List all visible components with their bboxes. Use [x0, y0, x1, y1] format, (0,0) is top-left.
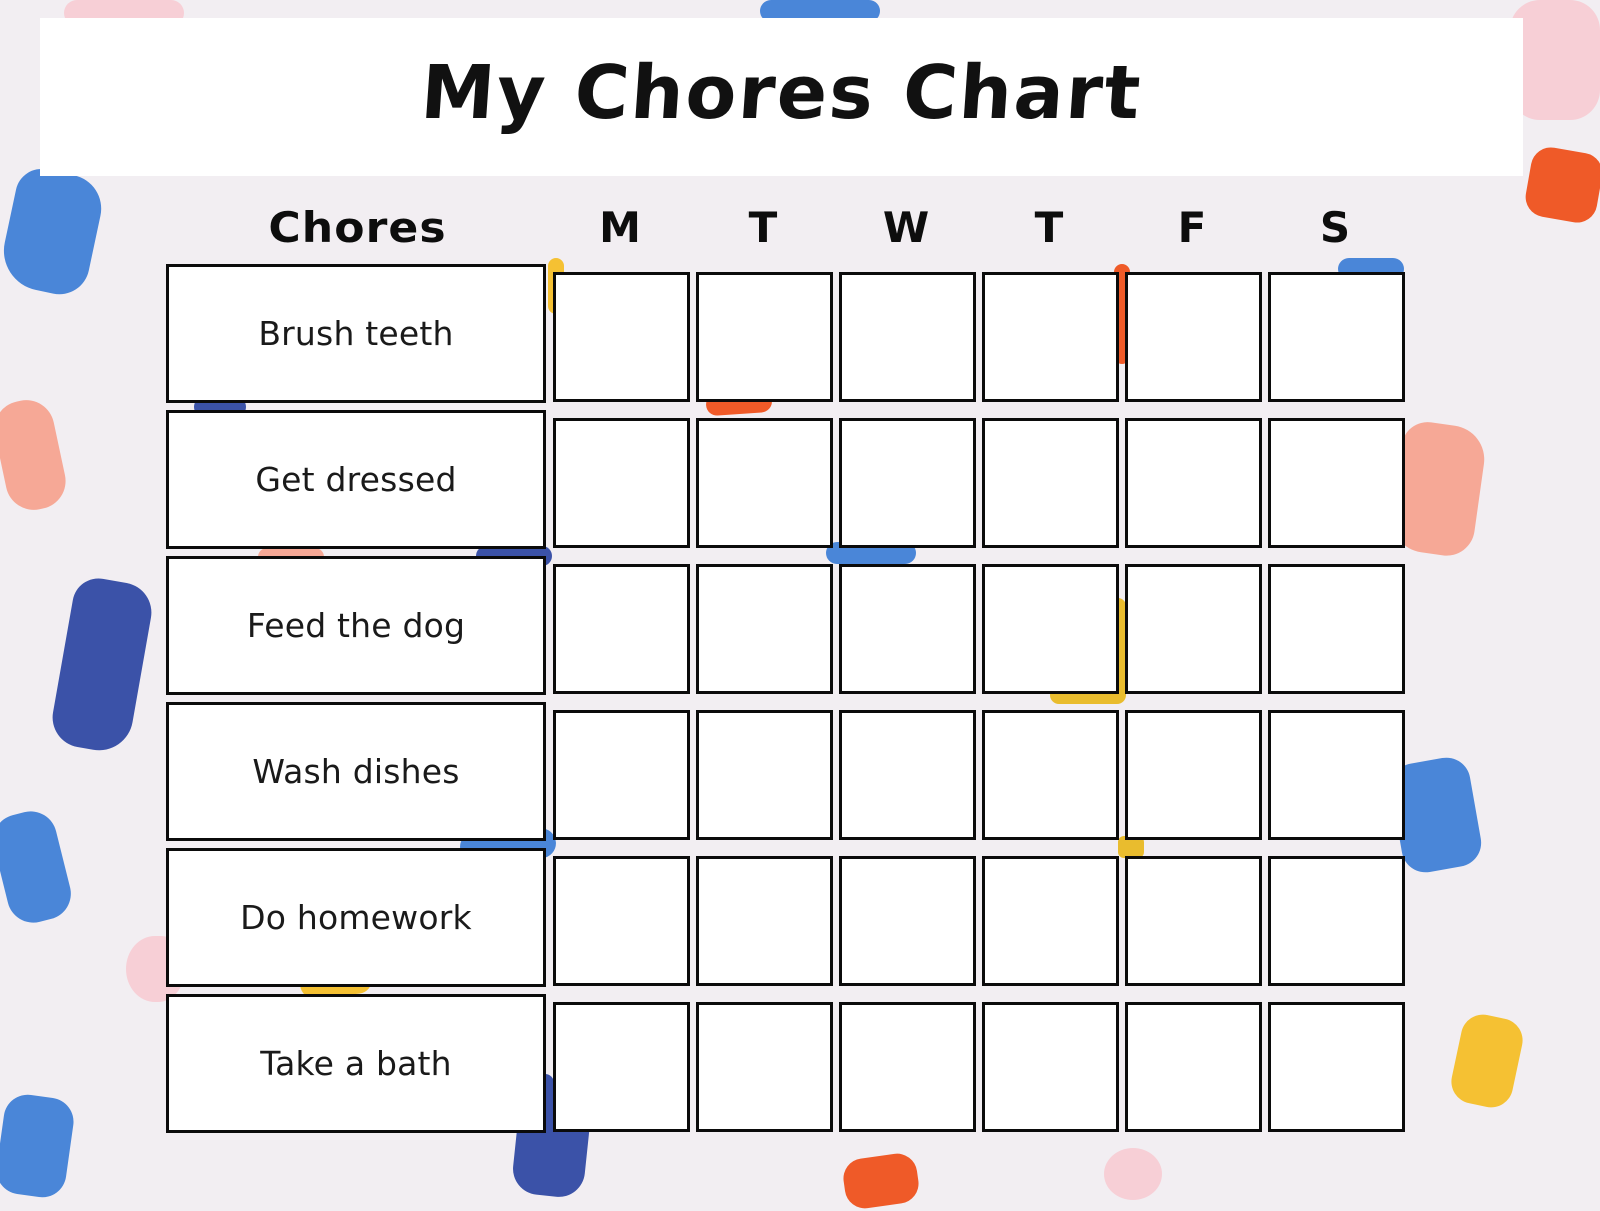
checkbox-cell[interactable]	[696, 564, 833, 694]
table-row	[166, 994, 1411, 1140]
checkbox-cell[interactable]	[696, 272, 833, 402]
checkbox-cell[interactable]	[982, 564, 1119, 694]
chore-name-cell	[166, 264, 546, 403]
checkbox-cell[interactable]	[553, 418, 690, 548]
checkbox-cell[interactable]	[553, 272, 690, 402]
confetti-shape-blue-3	[0, 1092, 77, 1201]
confetti-shape-pink-5	[1104, 1148, 1162, 1200]
checkbox-cell[interactable]	[1268, 272, 1405, 402]
checkbox-cell[interactable]	[1125, 418, 1262, 548]
column-header-day-3: W	[882, 203, 931, 252]
table-row	[166, 848, 1411, 994]
confetti-shape-navy-1	[48, 574, 156, 755]
table-row	[166, 556, 1411, 702]
column-header-day-2: T	[748, 203, 779, 252]
checkbox-cell[interactable]	[696, 856, 833, 986]
checkbox-cell[interactable]	[1125, 1002, 1262, 1132]
confetti-shape-yellow-6	[1447, 1011, 1526, 1112]
checkbox-cell[interactable]	[839, 710, 976, 840]
chore-label: Wash dishes	[252, 752, 460, 791]
checkbox-cell[interactable]	[696, 418, 833, 548]
checkbox-cell[interactable]	[1268, 564, 1405, 694]
checkbox-cell[interactable]	[553, 856, 690, 986]
table-row	[166, 264, 1411, 410]
checkbox-cell[interactable]	[1125, 564, 1262, 694]
table-row	[166, 410, 1411, 556]
checkbox-cell[interactable]	[982, 856, 1119, 986]
chore-label: Brush teeth	[258, 314, 454, 353]
checkbox-cell[interactable]	[982, 418, 1119, 548]
checkbox-cell[interactable]	[839, 418, 976, 548]
title-band	[40, 18, 1523, 176]
checkbox-cell[interactable]	[1268, 418, 1405, 548]
page-title: My Chores Chart	[418, 50, 1145, 136]
chore-name-cell	[166, 994, 546, 1133]
chore-label: Do homework	[240, 898, 472, 937]
checkbox-cell[interactable]	[1125, 856, 1262, 986]
confetti-shape-blue-2	[0, 806, 76, 928]
checkbox-cell[interactable]	[1268, 856, 1405, 986]
checkbox-cell[interactable]	[553, 1002, 690, 1132]
confetti-shape-orange-4	[1522, 144, 1600, 225]
checkbox-cell[interactable]	[553, 710, 690, 840]
table-header-row	[166, 190, 1411, 252]
checkbox-cell[interactable]	[839, 1002, 976, 1132]
column-header-chores: Chores	[268, 203, 447, 252]
chore-name-cell	[166, 410, 546, 549]
checkbox-cell[interactable]	[1268, 1002, 1405, 1132]
confetti-shape-pink-1	[0, 395, 71, 515]
checkbox-cell[interactable]	[982, 710, 1119, 840]
chore-name-cell	[166, 848, 546, 987]
chores-table	[166, 190, 1411, 1140]
confetti-shape-blue-1	[0, 164, 108, 300]
column-header-day-4: T	[1034, 203, 1065, 252]
checkbox-cell[interactable]	[839, 564, 976, 694]
checkbox-cell[interactable]	[982, 1002, 1119, 1132]
checkbox-cell[interactable]	[1125, 710, 1262, 840]
checkbox-cell[interactable]	[553, 564, 690, 694]
checkbox-cell[interactable]	[839, 856, 976, 986]
checkbox-cell[interactable]	[1268, 710, 1405, 840]
chore-name-cell	[166, 556, 546, 695]
checkbox-cell[interactable]	[696, 710, 833, 840]
checkbox-cell[interactable]	[1125, 272, 1262, 402]
checkbox-cell[interactable]	[696, 1002, 833, 1132]
chore-label: Feed the dog	[246, 606, 466, 645]
chore-name-cell	[166, 702, 546, 841]
column-header-day-6: S	[1319, 203, 1352, 252]
chore-label: Get dressed	[255, 460, 457, 499]
confetti-shape-orange-3	[841, 1151, 921, 1211]
chore-label: Take a bath	[260, 1044, 452, 1083]
column-header-day-1: M	[599, 203, 642, 252]
column-header-day-5: F	[1177, 203, 1208, 252]
table-row	[166, 702, 1411, 848]
checkbox-cell[interactable]	[982, 272, 1119, 402]
checkbox-cell[interactable]	[839, 272, 976, 402]
